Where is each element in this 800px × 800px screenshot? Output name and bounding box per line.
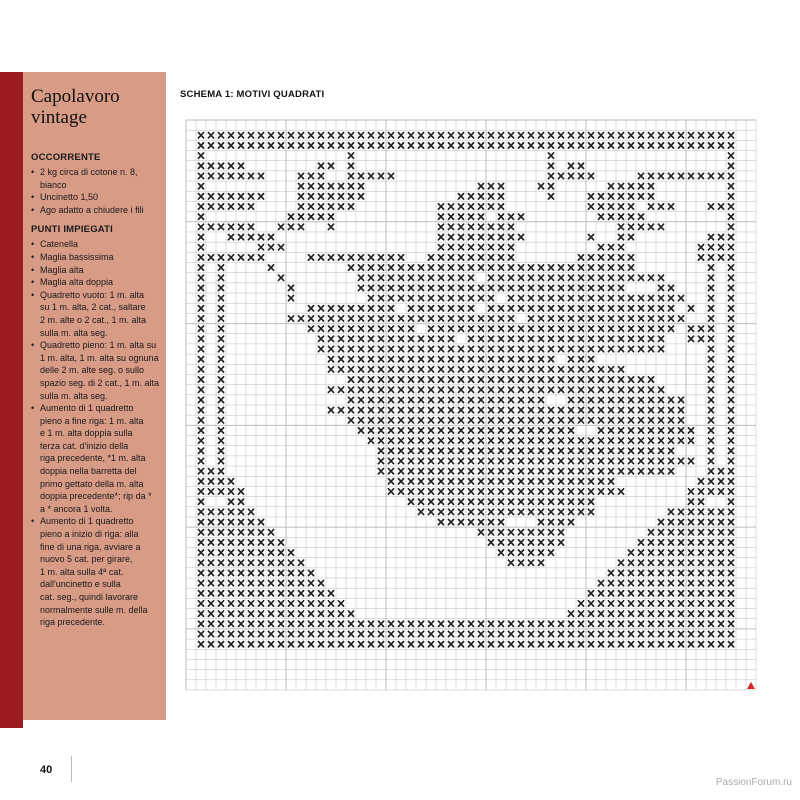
- section-heading-materials: OCCORRENTE: [31, 152, 101, 163]
- crochet-chart-grid: [180, 116, 762, 696]
- list-item: • Uncinetto 1,50: [31, 191, 160, 204]
- list-item: • Maglia alta doppia: [31, 276, 160, 289]
- stitches-list: [31, 238, 160, 628]
- sidebar: [23, 72, 166, 720]
- sidebar-title: Capolavoro vintage: [31, 86, 120, 128]
- crochet-chart: [180, 116, 762, 696]
- schema-title: SCHEMA 1: MOTIVI QUADRATI: [180, 89, 325, 100]
- chart-background: [180, 116, 762, 696]
- page-number: 40: [40, 764, 53, 776]
- list-item: • Quadretto vuoto: 1 m. alta su 1 m. alta, 2 cat., saltare 2 m. alte o 2 cat., 1 m. alta sulla m. alta seg.: [31, 289, 160, 339]
- list-item: • Ago adatto a chiudere i fili: [31, 204, 160, 217]
- list-item: • Catenella: [31, 238, 160, 251]
- list-item: • 2 kg circa di cotone n. 8, bianco: [31, 166, 160, 191]
- list-item: • Quadretto pieno: 1 m. alta su 1 m. alta, 1 m. alta su ognuna delle 2 m. alte seg. o sullo spazio seg. di 2 cat., 1 m. alta sulla m. alta seg.: [31, 339, 160, 402]
- accent-bar: [0, 72, 23, 728]
- materials-list: [31, 166, 160, 216]
- page-divider: [71, 756, 72, 782]
- list-item: • Aumento di 1 quadretto pieno a fine riga: 1 m. alta e 1 m. alta doppia sulla terza cat. d'inizio della riga precedente, *1 m. alta doppia nella barretta del primo gettato della m. alta doppia precedente*; rip da * a * ancora 1 volta.: [31, 402, 160, 515]
- list-item: • Maglia alta: [31, 264, 160, 277]
- watermark: PassionForum.ru: [715, 777, 792, 788]
- list-item: • Maglia bassissima: [31, 251, 160, 264]
- list-item: • Aumento di 1 quadretto pieno a inizio di riga: alla fine di una riga, avviare a nuovo 5 cat. per girare, 1 m. alta sulla 4ª cat. dall'uncinetto e sulla cat. seg., quindi lavorare normalmente sulle m. della riga precedente.: [31, 515, 160, 628]
- section-heading-stitches: PUNTI IMPIEGATI: [31, 224, 113, 236]
